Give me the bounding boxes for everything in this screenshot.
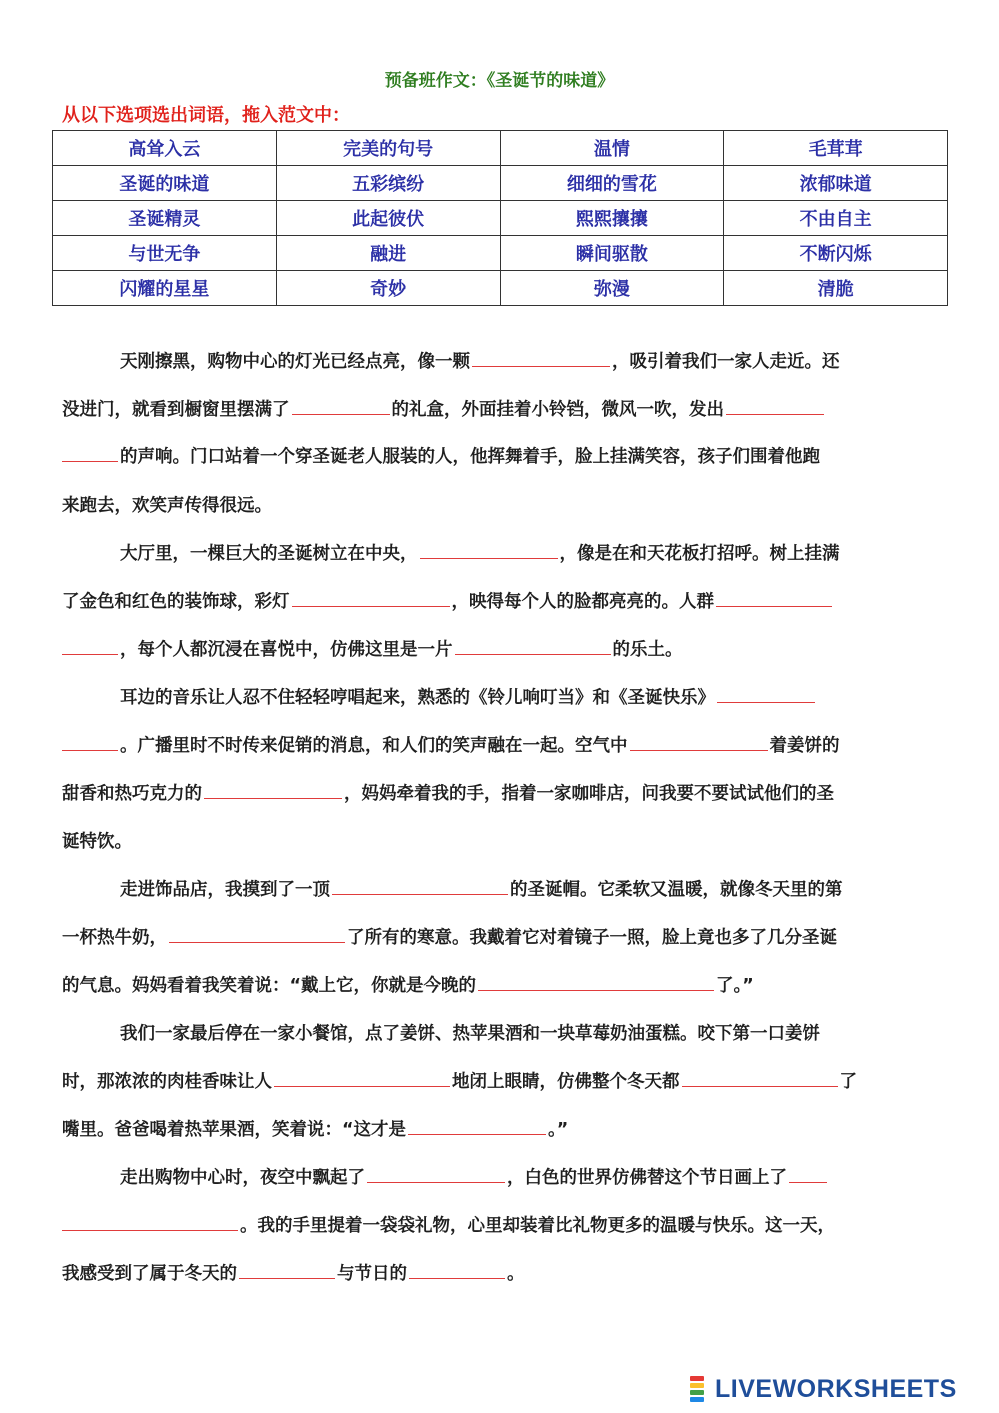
answer-blank[interactable] <box>726 396 824 415</box>
essay-text: 诞特饮。 <box>62 832 132 852</box>
essay-text: 耳边的音乐让人忍不住轻轻哼唱起来，熟悉的《铃儿响叮当》和《圣诞快乐》 <box>120 688 715 708</box>
word-option[interactable]: 与世无争 <box>53 236 277 271</box>
essay-line <box>62 1164 928 1192</box>
answer-blank[interactable] <box>169 924 345 943</box>
essay-text: ，白色的世界仿佛替这个节日画上了 <box>507 1168 787 1188</box>
essay-line <box>62 828 928 856</box>
essay-text: 了 <box>839 1072 857 1092</box>
essay-line <box>62 876 928 904</box>
word-bank-row <box>53 271 948 306</box>
answer-blank[interactable] <box>239 1260 335 1279</box>
answer-blank[interactable] <box>409 1260 505 1279</box>
essay-text: ，映得每个人的脸都亮亮的。人群 <box>451 592 714 612</box>
word-option[interactable]: 温情 <box>500 131 724 166</box>
answer-blank[interactable] <box>62 1212 238 1231</box>
essay-line <box>62 732 928 760</box>
word-option[interactable]: 细细的雪花 <box>500 166 724 201</box>
essay-text: 走出购物中心时，夜空中飘起了 <box>120 1168 365 1188</box>
essay-text: 与节日的 <box>337 1264 407 1284</box>
answer-blank[interactable] <box>478 972 714 991</box>
essay-line <box>62 1068 928 1096</box>
word-bank-row <box>53 166 948 201</box>
word-option[interactable]: 熙熙攘攘 <box>500 201 724 236</box>
word-option[interactable]: 清脆 <box>724 271 948 306</box>
liveworksheets-logo <box>690 1374 957 1404</box>
essay-line <box>62 684 928 712</box>
word-bank-table <box>52 130 948 306</box>
essay-text: ，每个人都沉浸在喜悦中，仿佛这里是一片 <box>120 640 453 660</box>
essay-line <box>62 396 928 424</box>
essay-line <box>62 924 928 952</box>
answer-blank[interactable] <box>204 780 342 799</box>
answer-blank[interactable] <box>332 876 508 895</box>
word-option[interactable]: 不断闪烁 <box>724 236 948 271</box>
essay-text: 地闭上眼睛，仿佛整个冬天都 <box>452 1072 680 1092</box>
essay-line <box>62 1212 928 1240</box>
word-bank-row <box>53 236 948 271</box>
essay-text: 来跑去，欢笑声传得很远。 <box>62 496 272 516</box>
word-option[interactable]: 圣诞精灵 <box>53 201 277 236</box>
answer-blank[interactable] <box>62 443 118 462</box>
essay-line <box>62 1116 928 1144</box>
essay-text: 的圣诞帽。它柔软又温暖，就像冬天里的第 <box>510 880 843 900</box>
essay-text: 。 <box>507 1264 525 1284</box>
essay-text: 。我的手里提着一袋袋礼物，心里却装着比礼物更多的温暖与快乐。这一天， <box>240 1216 835 1236</box>
essay-line <box>62 588 928 616</box>
brand-text: LIVEWORKSHEETS <box>715 1374 957 1403</box>
answer-blank[interactable] <box>274 1068 450 1087</box>
word-option[interactable]: 不由自主 <box>724 201 948 236</box>
word-option[interactable]: 毛茸茸 <box>724 131 948 166</box>
page-title: 预备班作文：《圣诞节的味道》 <box>384 71 615 91</box>
answer-blank[interactable] <box>420 540 558 559</box>
answer-blank[interactable] <box>62 732 118 751</box>
word-option[interactable]: 瞬间驱散 <box>500 236 724 271</box>
essay-text: 的乐土。 <box>612 640 683 660</box>
answer-blank[interactable] <box>789 1164 827 1183</box>
essay-text: 甜香和热巧克力的 <box>62 784 202 804</box>
answer-blank[interactable] <box>62 636 118 655</box>
essay-text: 我们一家最后停在一家小餐馆，点了姜饼、热苹果酒和一块草莓奶油蛋糕。咬下第一口姜饼 <box>120 1024 820 1044</box>
answer-blank[interactable] <box>472 348 610 367</box>
essay-text: 着姜饼的 <box>769 736 840 756</box>
essay-text: 时，那浓浓的肉桂香味让人 <box>62 1072 272 1092</box>
essay-text: 没进门，就看到橱窗里摆满了 <box>62 400 290 420</box>
answer-blank[interactable] <box>292 396 390 415</box>
essay-text: 了金色和红色的装饰球，彩灯 <box>62 592 290 612</box>
word-bank-row <box>53 131 948 166</box>
essay-line <box>62 780 928 808</box>
essay-line <box>62 1260 928 1288</box>
logo-icon <box>690 1376 712 1402</box>
essay-text: 大厅里，一棵巨大的圣诞树立在中央， <box>120 544 418 564</box>
answer-blank[interactable] <box>682 1068 838 1087</box>
word-option[interactable]: 浓郁味道 <box>724 166 948 201</box>
word-bank-row <box>53 201 948 236</box>
answer-blank[interactable] <box>717 684 815 703</box>
answer-blank[interactable] <box>367 1164 505 1183</box>
essay-text: ，吸引着我们一家人走近。还 <box>612 352 840 372</box>
essay-line <box>62 972 928 1000</box>
essay-text: 走进饰品店，我摸到了一顶 <box>120 880 330 900</box>
essay-text: 我感受到了属于冬天的 <box>62 1264 237 1284</box>
essay-text: 了所有的寒意。我戴着它对着镜子一照，脸上竟也多了几分圣诞 <box>347 928 837 948</box>
answer-blank[interactable] <box>630 732 768 751</box>
essay-text: 一杯热牛奶， <box>62 928 167 948</box>
essay-text: 的礼盒，外面挂着小铃铛，微风一吹，发出 <box>391 400 724 420</box>
essay-text: 。” <box>548 1120 569 1140</box>
word-option[interactable]: 圣诞的味道 <box>53 166 277 201</box>
essay-text: 了。” <box>716 976 754 996</box>
word-option[interactable]: 高耸入云 <box>53 131 277 166</box>
essay-text: 天刚擦黑，购物中心的灯光已经点亮，像一颗 <box>120 352 470 372</box>
essay-text: 的声响。门口站着一个穿圣诞老人服装的人，他挥舞着手，脸上挂满笑容，孩子们围着他跑 <box>120 447 820 467</box>
answer-blank[interactable] <box>455 636 611 655</box>
word-option[interactable]: 弥漫 <box>500 271 724 306</box>
word-option[interactable]: 完美的句号 <box>276 131 500 166</box>
essay-line <box>62 540 928 568</box>
word-option[interactable]: 此起彼伏 <box>276 201 500 236</box>
answer-blank[interactable] <box>408 1116 546 1135</box>
answer-blank[interactable] <box>292 588 450 607</box>
instruction-text: 从以下选项选出词语，拖入范文中： <box>62 105 350 126</box>
answer-blank[interactable] <box>716 588 832 607</box>
essay-line <box>62 1020 928 1048</box>
essay-text: ，妈妈牵着我的手，指着一家咖啡店，问我要不要试试他们的圣 <box>344 784 834 804</box>
essay-text: 。广播里时不时传来促销的消息，和人们的笑声融在一起。空气中 <box>120 736 628 756</box>
word-option[interactable]: 五彩缤纷 <box>276 166 500 201</box>
essay-line <box>62 443 928 471</box>
essay-line <box>62 348 928 376</box>
essay-text: ，像是在和天花板打招呼。树上挂满 <box>559 544 840 564</box>
essay-line <box>62 636 928 664</box>
word-option[interactable]: 融进 <box>276 236 500 271</box>
essay-text: 的气息。妈妈看着我笑着说：“戴上它，你就是今晚的 <box>62 976 476 996</box>
word-option[interactable]: 奇妙 <box>276 271 500 306</box>
word-option[interactable]: 闪耀的星星 <box>53 271 277 306</box>
essay-line <box>62 492 928 520</box>
essay-text: 嘴里。爸爸喝着热苹果酒，笑着说：“这才是 <box>62 1120 406 1140</box>
